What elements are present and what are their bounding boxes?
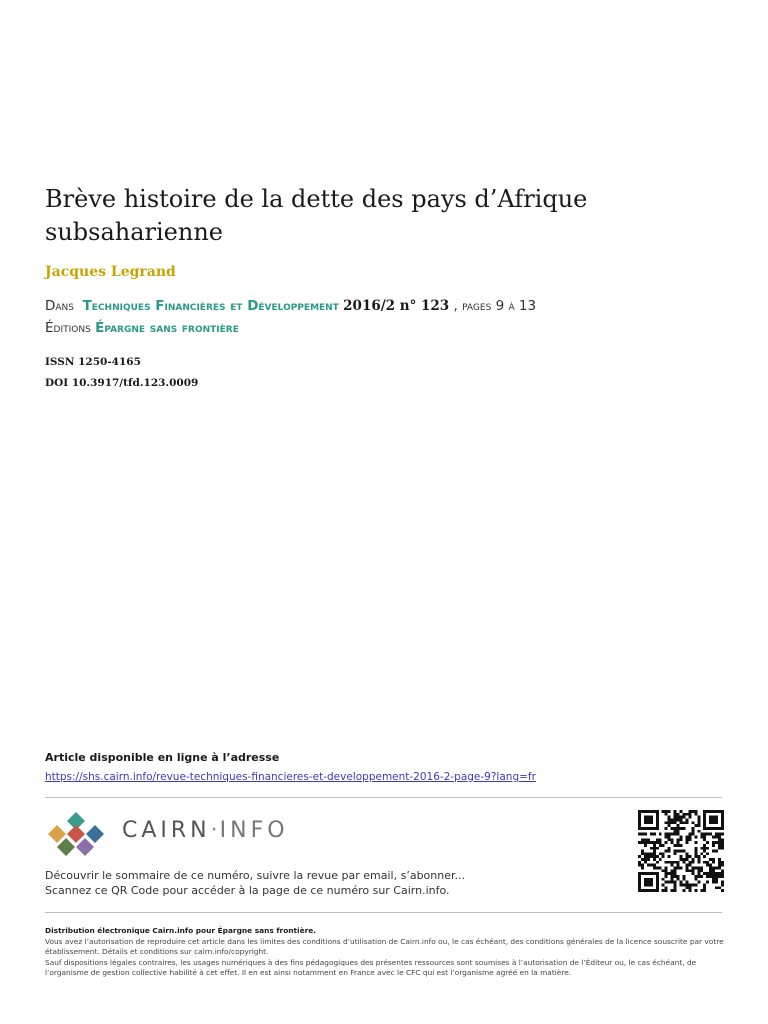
logo-diamond-center [67,825,85,843]
divider [45,797,722,798]
footer-title: Distribution électronique Cairn.info pour Épargne sans frontière. [45,926,317,935]
logo-diamond-bottom-right [76,838,94,856]
promo-line-2: Scannez ce QR Code pour accéder à la page de ce numéro sur Cairn.info. [45,884,450,897]
journal-line [45,298,536,314]
pages-range: , pages 9 à 13 [453,298,537,314]
footer-line-1: Vous avez l’autorisation de reproduire cet article dans les limites des conditions d’utilisation de Cairn.info ou, le cas échéant, des conditions générales de la licence souscrite par votre établissement. Détails et conditions sur cairn.info/copyright. [45,936,724,956]
dans-label: Dans [45,298,74,314]
availability-label: Article disponible en ligne à l’adresse [45,751,280,764]
distribution-notice [45,926,725,979]
logo-diamond-bottom-left [57,838,75,856]
wordmark-main: CAIRN [122,818,211,843]
qr-code-icon[interactable] [638,810,724,892]
publisher-link[interactable]: Épargne sans frontière [95,320,239,336]
wordmark-suffix: INFO [219,818,289,843]
issue-number[interactable]: 2016/2 n° 123 [343,298,450,314]
logo-diamond-right [86,825,104,843]
article-url-link[interactable]: https://shs.cairn.info/revue-techniques-financieres-et-developpement-2016-2-page-9?lang=fr [45,771,536,783]
publisher-line [45,320,239,336]
wordmark-dot: · [210,818,220,843]
divider [45,912,722,913]
issn: ISSN 1250-4165 [45,356,141,368]
logo-diamond-left [48,825,66,843]
cairn-wordmark [122,818,289,843]
promo-text [45,868,465,898]
article-title: Brève histoire de la dette des pays d’Afrique subsaharienne [45,185,588,246]
journal-link[interactable]: Techniques Financières et Développement [82,298,339,314]
editions-label: Éditions [45,320,91,336]
article-author[interactable]: Jacques Legrand [45,264,176,280]
promo-line-1: Découvrir le sommaire de ce numéro, suivre la revue par email, s’abonner... [45,869,466,882]
footer-line-2: Sauf dispositions légales contraires, les usages numériques à des fins pédagogiques des présentes ressources sont soumises à l’autorisation de l’Éditeur ou, le cas échéant, de l’organisme de gestion collective habilité à cet effet. Il en est ainsi notamment en France avec le CFC qui est l’organisme agréé en la matière. [45,957,697,977]
doi: DOI 10.3917/tfd.123.0009 [45,377,199,389]
